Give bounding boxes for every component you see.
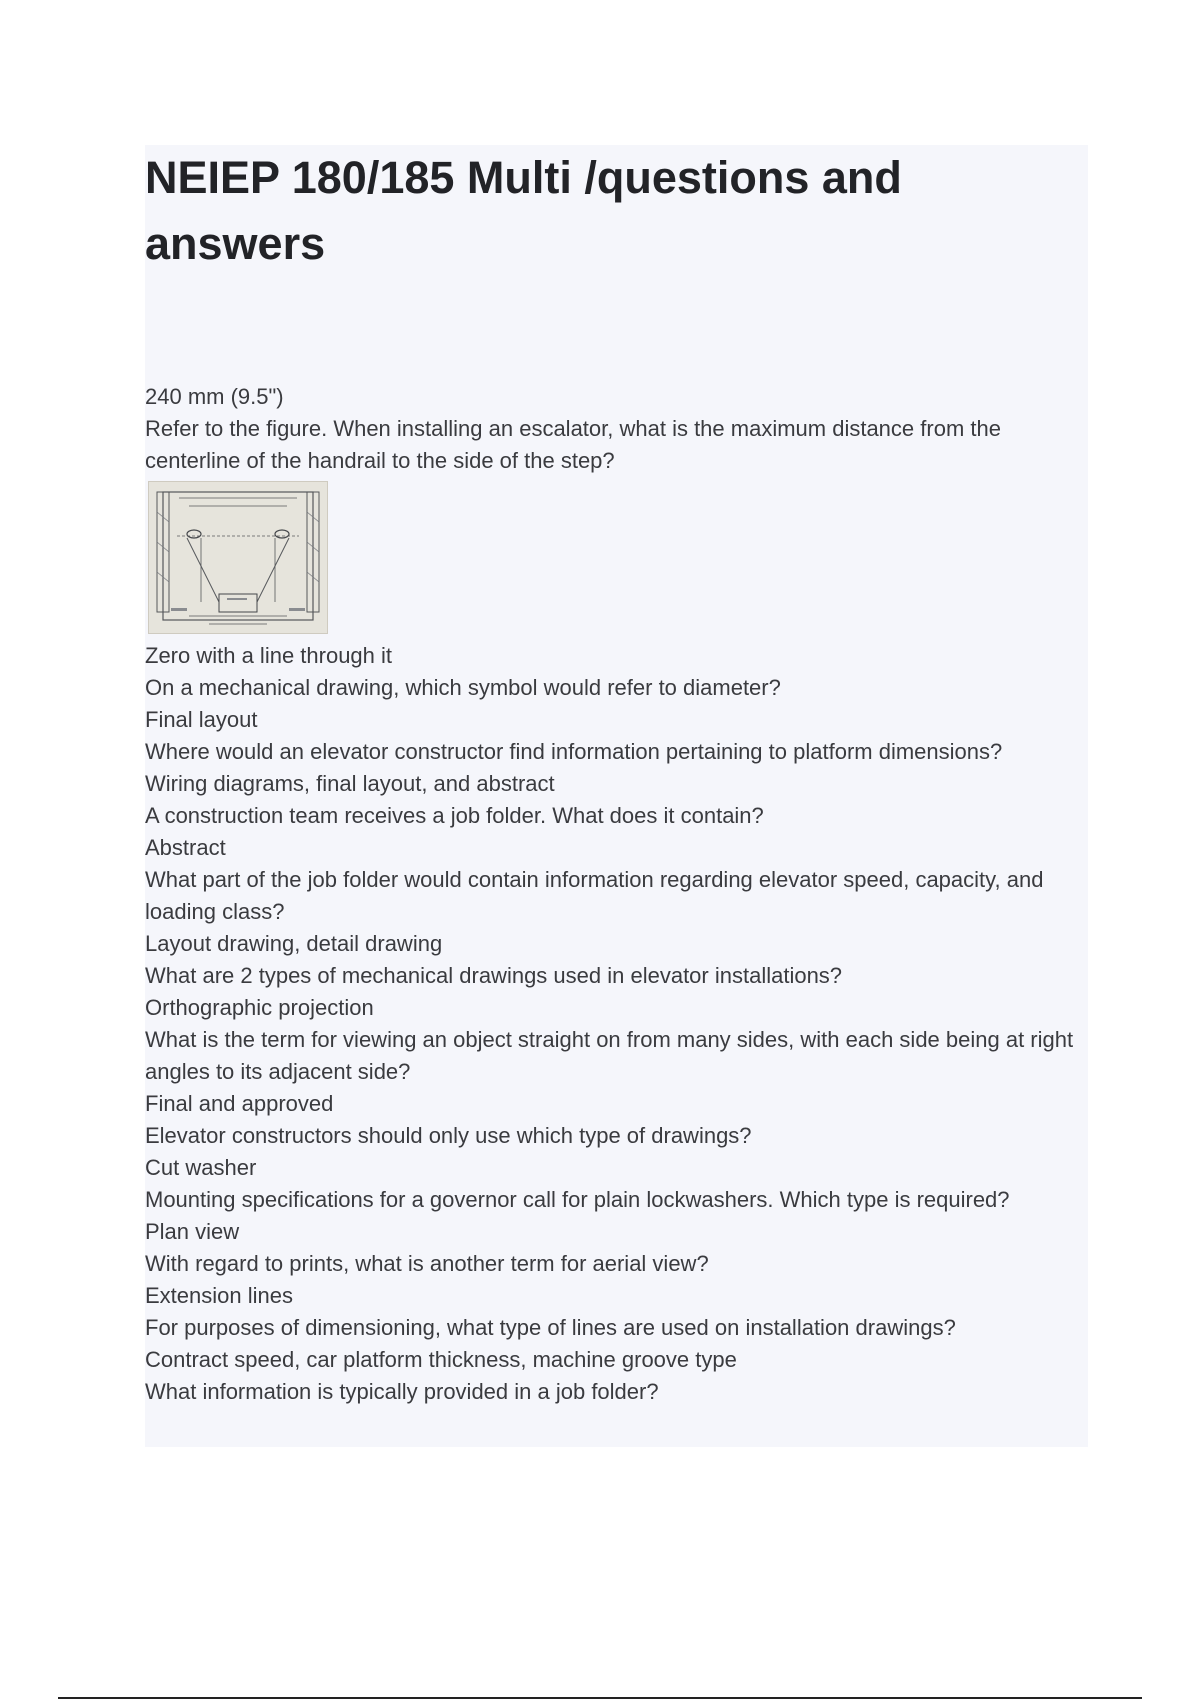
- qa-line: Elevator constructors should only use which type of drawings?: [145, 1123, 752, 1148]
- qa-line: With regard to prints, what is another term for aerial view?: [145, 1251, 709, 1276]
- escalator-figure-image: [148, 481, 328, 634]
- qa-line: Wiring diagrams, final layout, and abstract: [145, 771, 555, 796]
- qa-line: Mounting specifications for a governor call for plain lockwashers. Which type is required?: [145, 1187, 1010, 1212]
- qa-line: Contract speed, car platform thickness, machine groove type: [145, 1347, 737, 1372]
- content-block: [145, 145, 1088, 1447]
- qa-line: Final and approved: [145, 1091, 334, 1116]
- qa-line: Where would an elevator constructor find information pertaining to platform dimensions?: [145, 739, 1003, 764]
- qa-line: What are 2 types of mechanical drawings used in elevator installations?: [145, 963, 843, 988]
- qa-line: For purposes of dimensioning, what type of lines are used on installation drawings?: [145, 1315, 956, 1340]
- footer-divider: [58, 1697, 1142, 1699]
- qa-line: What is the term for viewing an object straight on from many sides, with each side being at right angles to its adjacent side?: [145, 1027, 1074, 1084]
- document-title: NEIEP 180/185 Multi /questions and answers: [145, 152, 902, 269]
- qa-line: Cut washer: [145, 1155, 257, 1180]
- qa-line: Layout drawing, detail drawing: [145, 931, 443, 956]
- qa-line: What information is typically provided in a job folder?: [145, 1379, 659, 1404]
- qa-list: [145, 381, 1088, 1408]
- qa-line: What part of the job folder would contain information regarding elevator speed, capacity, and loading class?: [145, 867, 1044, 924]
- qa-line: On a mechanical drawing, which symbol would refer to diameter?: [145, 675, 781, 700]
- escalator-drawing-icon: [149, 482, 327, 633]
- qa-line: Plan view: [145, 1219, 240, 1244]
- qa-line: Refer to the figure. When installing an escalator, what is the maximum distance from the centerline of the handrail to the side of the step?: [145, 416, 1001, 473]
- qa-line: Abstract: [145, 835, 226, 860]
- qa-line: 240 mm (9.5"): [145, 384, 284, 409]
- qa-line: Orthographic projection: [145, 995, 374, 1020]
- qa-line: Zero with a line through it: [145, 643, 393, 668]
- qa-line: Final layout: [145, 707, 258, 732]
- qa-line: A construction team receives a job folder. What does it contain?: [145, 803, 764, 828]
- qa-line: Extension lines: [145, 1283, 293, 1308]
